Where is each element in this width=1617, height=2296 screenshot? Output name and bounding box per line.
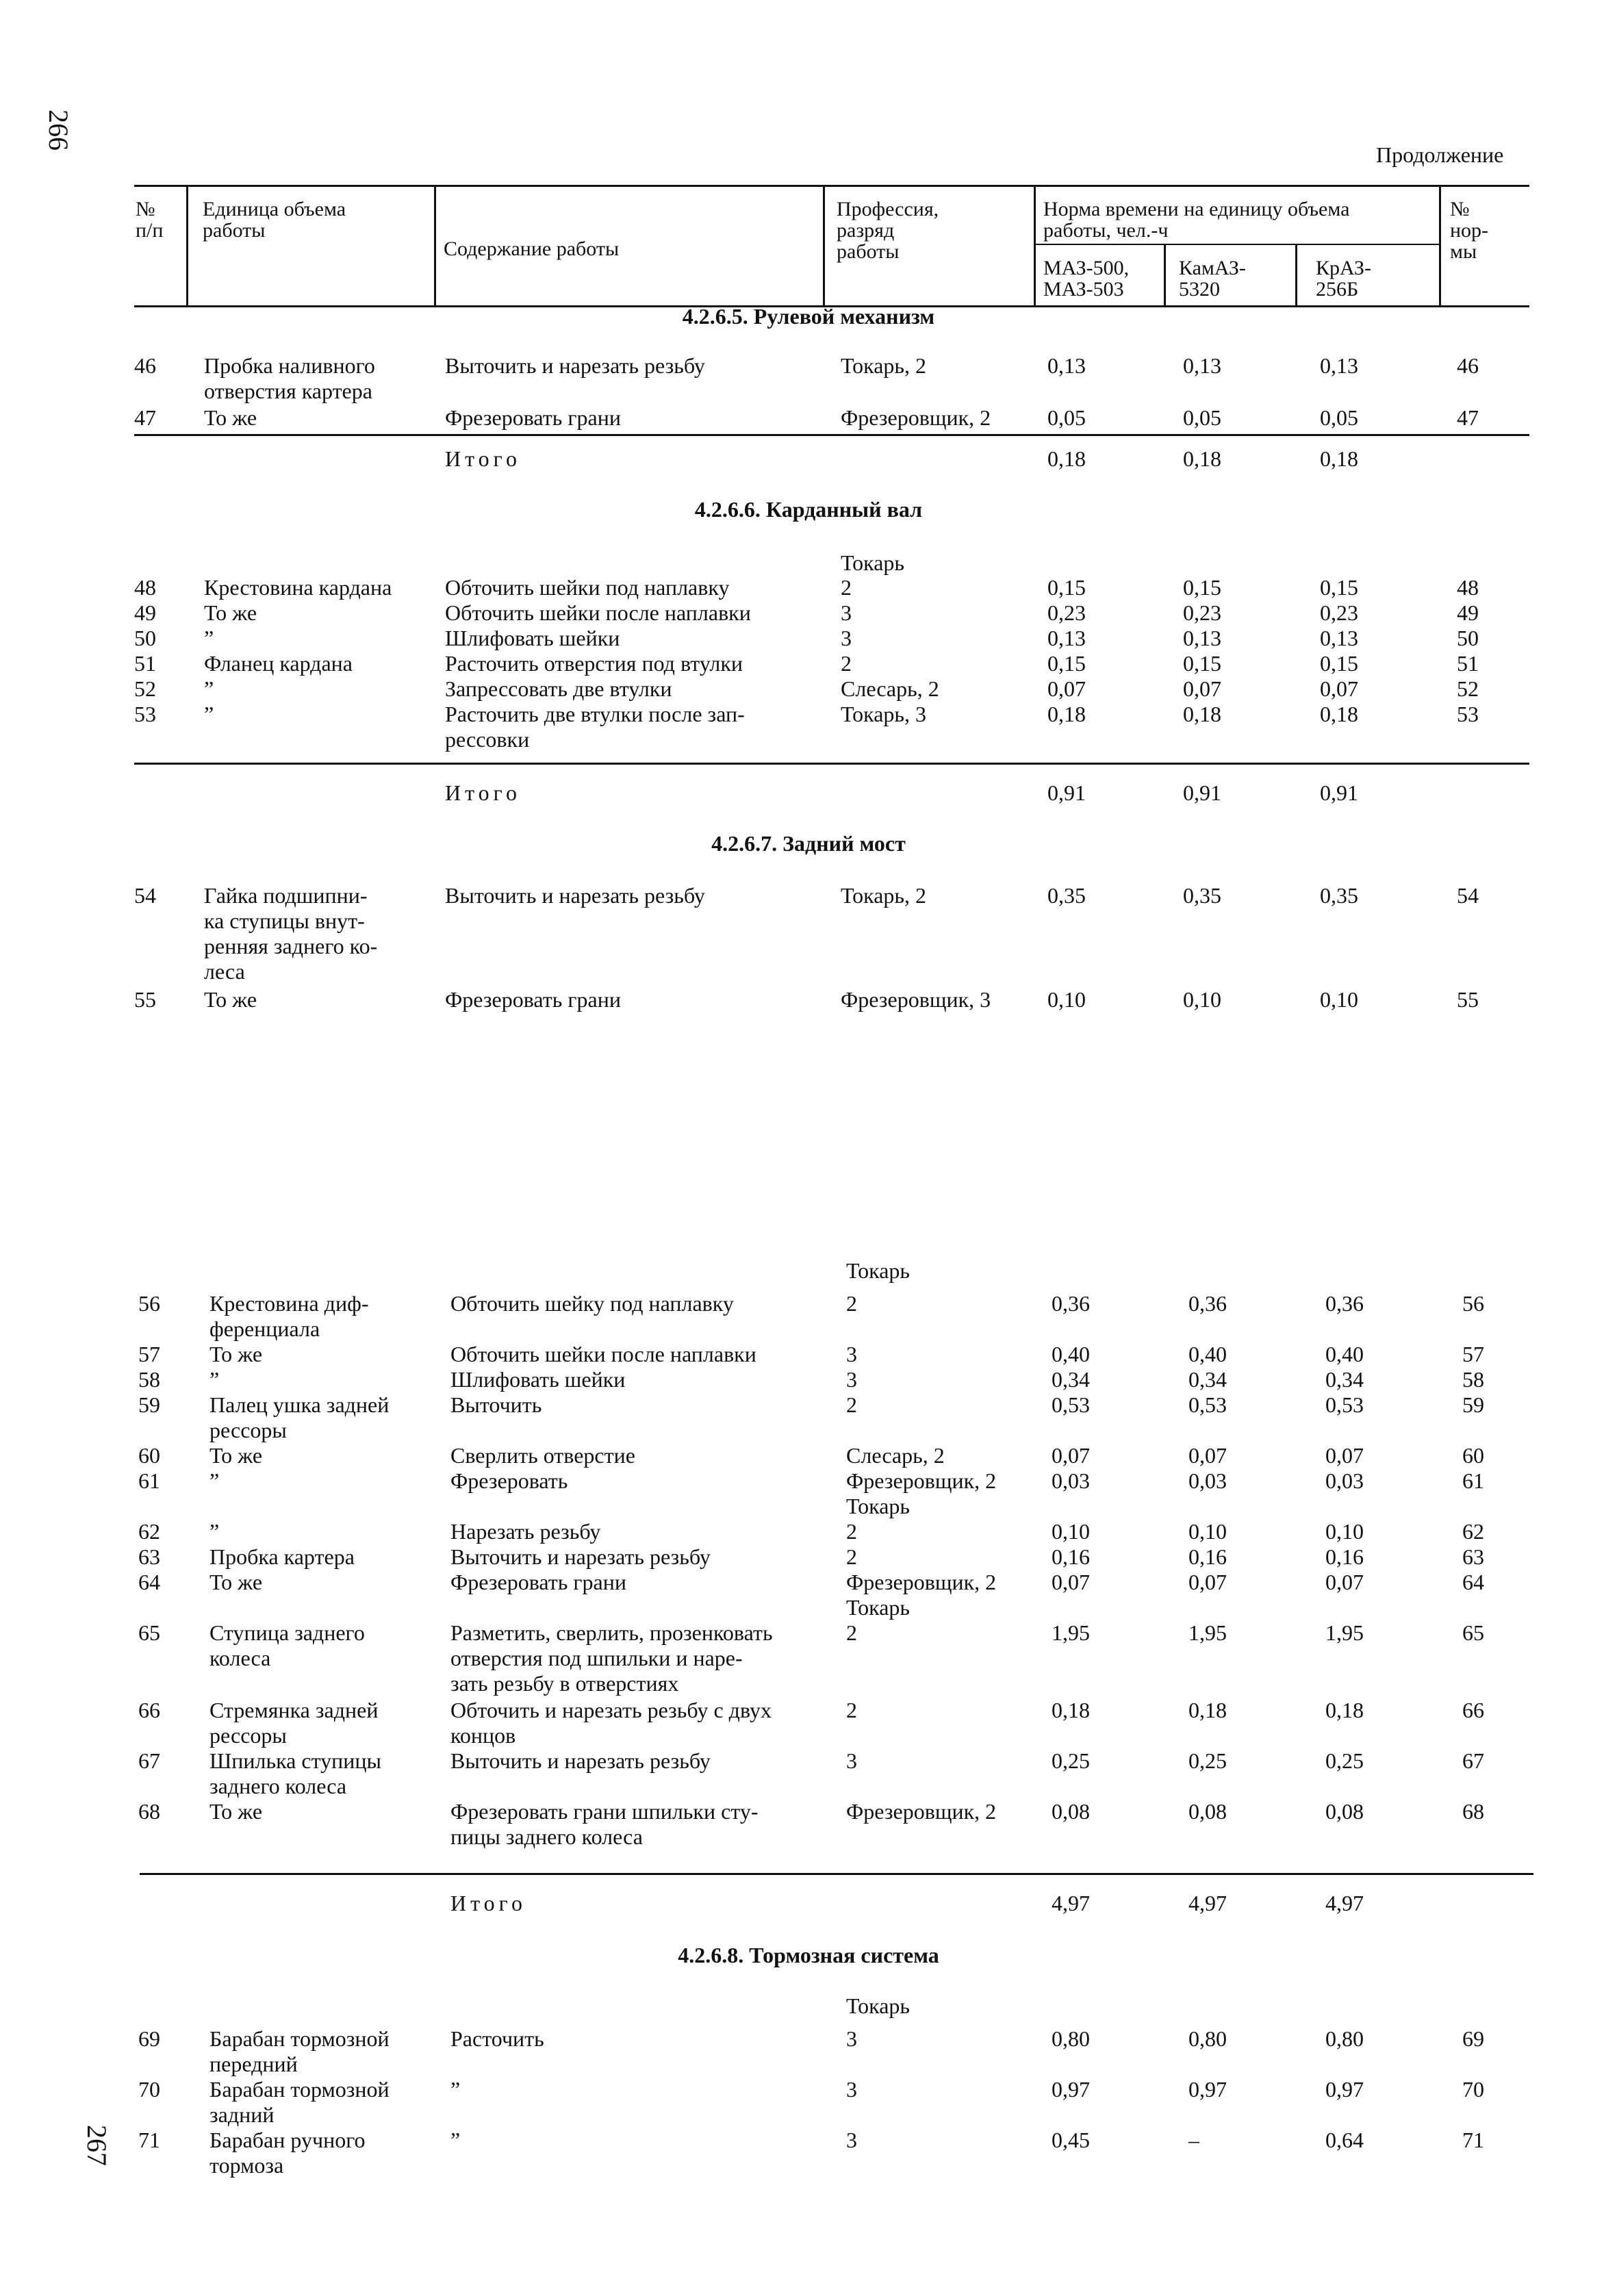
section-title: 4.2.6.6. Карданный вал xyxy=(694,497,923,522)
header-norm-num: № нор- мы xyxy=(1450,198,1489,263)
section-title: 4.2.6.7. Задний мост xyxy=(711,831,906,856)
divider xyxy=(140,1873,1533,1875)
profession-subheader: Токарь xyxy=(846,1993,910,2018)
page-number-bottom: 267 xyxy=(81,2125,112,2166)
header-unit: Единица объема работы xyxy=(203,198,346,242)
header-num: № п/п xyxy=(136,198,164,242)
section-title: 4.2.6.5. Рулевой механизм xyxy=(682,304,935,329)
section-title: 4.2.6.8. Тормозная система xyxy=(678,1943,939,1967)
header-kamaz: КамАЗ- 5320 xyxy=(1179,257,1246,301)
continuation-label: Продолжение xyxy=(1376,142,1504,167)
header-kraz: КрАЗ- 256Б xyxy=(1316,257,1371,301)
divider xyxy=(134,763,1529,765)
header-norm-title: Норма времени на единицу объема работы, чел.-ч xyxy=(1043,198,1350,242)
divider xyxy=(134,434,1529,436)
header-profession: Профессия, разряд работы xyxy=(837,198,939,263)
profession-subheader: Токарь xyxy=(841,550,904,575)
profession-subheader: Токарь xyxy=(846,1258,910,1283)
header-content: Содержание работы xyxy=(444,238,620,260)
page-number-top: 266 xyxy=(43,110,74,151)
header-maz: МАЗ-500, МАЗ-503 xyxy=(1043,257,1130,301)
